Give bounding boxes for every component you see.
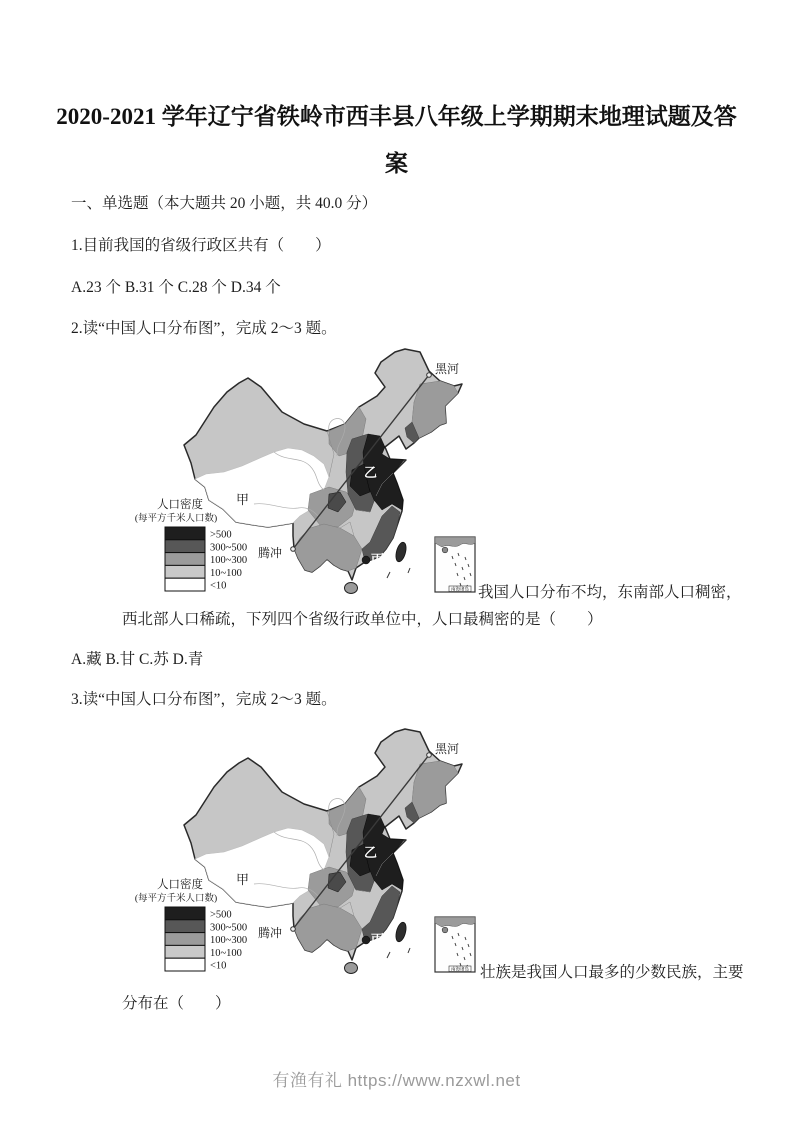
- china-population-map-figure-2: [124, 724, 520, 986]
- label-tengchong: 腾冲: [258, 546, 283, 560]
- question-3-lead: 3.读“中国人口分布图”，完成 2～3 题。: [71, 691, 337, 708]
- page-title: [0, 93, 793, 187]
- label-jia: 甲: [236, 872, 250, 887]
- heihe-point: [427, 373, 432, 378]
- coastal-island-dashes: [387, 568, 410, 578]
- legend-swatch: [165, 578, 205, 591]
- legend-subtitle: (每平方千米人口数): [134, 514, 218, 524]
- question-2-lead: 2.读“中国人口分布图”，完成 2～3 题。: [71, 320, 337, 337]
- question-2-options: A.藏 B.甘 C.苏 D.青: [71, 651, 204, 668]
- legend-class-label: >500: [210, 909, 232, 921]
- south-china-sea-inset: [435, 917, 475, 973]
- inset-hainan: [442, 927, 448, 933]
- question-2-line1: 我国人口分布不均，东南部人口稠密，: [478, 584, 742, 601]
- page-title-line2: 案: [385, 151, 408, 176]
- question-1-text: 1.目前我国的省级行政区共有（ ）: [71, 237, 331, 254]
- legend-swatch: [165, 907, 205, 920]
- question-2-line2: 西北部人口稀疏，下列四个省级行政单位中，人口最稠密的是（ ）: [122, 611, 603, 628]
- legend-class-label: 300~500: [210, 542, 248, 554]
- legend-swatch: [165, 527, 205, 540]
- inset-hainan: [442, 547, 448, 553]
- legend-swatch: [165, 945, 205, 958]
- label-bing: 丙: [371, 552, 385, 567]
- question-3-line2: 分布在（ ）: [122, 995, 231, 1012]
- hainan-island: [345, 583, 358, 594]
- taiwan-island: [394, 921, 408, 943]
- legend-class-label: >500: [210, 529, 232, 541]
- legend-swatch: [165, 933, 205, 946]
- legend-subtitle: (每平方千米人口数): [134, 894, 218, 904]
- legend-class-label: 10~100: [210, 947, 242, 959]
- china-population-map: [124, 724, 520, 986]
- legend-swatch: [165, 565, 205, 578]
- question-1-options: A.23 个 B.31 个 C.28 个 D.34 个: [71, 279, 281, 296]
- legend-swatch: [165, 553, 205, 566]
- china-population-map-figure-1: [124, 344, 520, 606]
- coastal-island-dashes: [387, 948, 410, 958]
- legend-swatch: [165, 540, 205, 553]
- tengchong-point: [291, 927, 296, 932]
- legend-title: 人口密度: [157, 499, 203, 511]
- label-yi: 乙: [364, 845, 378, 860]
- legend-class-label: 100~300: [210, 935, 248, 947]
- label-tengchong: 腾冲: [258, 926, 283, 940]
- label-heihe: 黑河: [435, 362, 460, 376]
- legend-class-label: 100~300: [210, 555, 248, 567]
- label-heihe: 黑河: [435, 742, 460, 756]
- legend-class-label: <10: [210, 960, 227, 972]
- label-bing: 丙: [371, 932, 385, 947]
- legend-class-label: 10~100: [210, 567, 242, 579]
- inset-caption: 南海诸岛: [451, 966, 469, 972]
- page-title-line1: 2020-2021 学年辽宁省铁岭市西丰县八年级上学期期末地理试题及答: [56, 104, 737, 129]
- legend-class-label: 300~500: [210, 922, 248, 934]
- legend-swatch: [165, 958, 205, 971]
- heihe-point: [427, 753, 432, 758]
- section-heading: 一、单选题（本大题共 20 小题，共 40.0 分）: [71, 195, 378, 212]
- hainan-island: [345, 963, 358, 974]
- legend-class-label: <10: [210, 580, 227, 592]
- legend-title: 人口密度: [157, 879, 203, 891]
- inset-caption: 南海诸岛: [451, 586, 469, 592]
- question-3-line1: 壮族是我国人口最多的少数民族，主要: [480, 964, 744, 981]
- south-china-sea-inset: [435, 537, 475, 593]
- taiwan-island: [394, 541, 408, 563]
- tengchong-point: [291, 547, 296, 552]
- site-watermark: 有渔有礼 https://www.nzxwl.net: [272, 1071, 521, 1090]
- china-population-map: [124, 344, 520, 606]
- legend-swatch: [165, 920, 205, 933]
- label-jia: 甲: [236, 492, 250, 507]
- label-yi: 乙: [364, 465, 378, 480]
